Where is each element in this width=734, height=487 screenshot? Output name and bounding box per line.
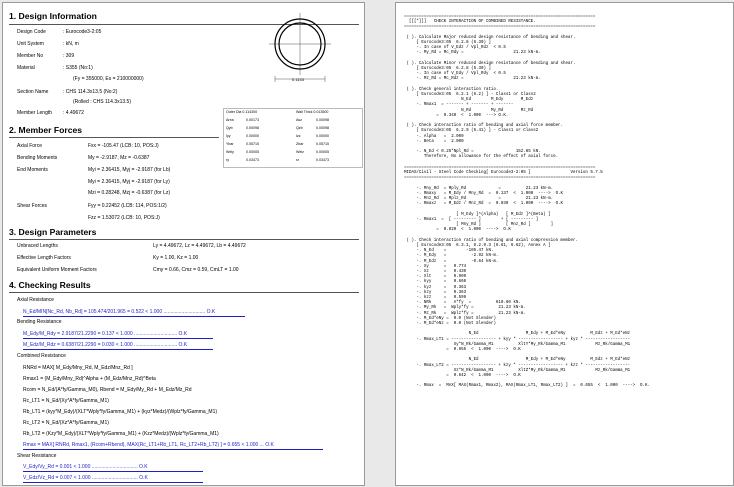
info-label: Section Name [17,89,49,95]
info-label: Material [17,65,35,71]
info-value: : kN, m [63,41,79,47]
check-line: N_Ed/MIN[Nc_Rd, Nb_Rd] = 105.474/201.965 = 0.522 < 1.000 .............................. O.K [23,309,216,315]
prop-name: Izz [296,134,301,138]
prop-value: 0.05715 [246,142,259,146]
left-report-panel [2,2,365,486]
formula-line: Rc_LT2 = N_Ed/(Xz*A*fy/Gamma_M1) [23,420,109,426]
info-label: Unit System [17,41,44,47]
prop-value: 0.00098 [316,118,329,122]
check-heading: Shear Resistance [17,453,57,459]
prop-name: Wely [226,150,234,154]
force-value: Myi = 2.36415, Myj = -2.9187 (for Ly) [88,179,170,185]
check-underline [23,316,245,317]
param-label: Effective Length Factors [17,255,71,261]
prop-value: 0.05715 [316,142,329,146]
text-report-output: ============================================================================= [[[*]]] CHECK INTERACTION OF COMBINED RESISTANCE. ============================================================================= ( ). Calculate Major reduced design resistance of bending and shear. [ Eurocode3:05 6.2.8 (6.30) ] -. In case of V_Edz / Vpl_Rdz < 0.5 -. My_Rd = Mc_Rdy = 21.23 kN-m. ( ). Calculate Minor reduced design resistance of bending and shear. [ Eurocode3:05 6.2.8 (6.30) ] -. In case of V_Edy / Vpl_Rdy < 0.5 -. Mz_Rd = Mc_Rdz = 21.23 kN-m. ( ). Check general interaction ratio. [ Eurocode3:05 6.2.1 (6.2) ] - Class1 or Class2 N_Ed M_Edy M_Edz -. Rmax1 = ------- + ------- + ------- N_Rd My_Rd Mz_Rd = 0.340 < 1.000 ---> O.K. ( ). Check interaction ratio of bending and axial force member. [ Eurocode3:05 6.2.9 (6.41) ] - Class1 or Class2 -. Alpha = 2.000 -. Beta = 2.000 -. N_Ed < 0.25*Npl_Rd = 152.85 kN. Therefore, No allowance for the effect of axial force. ============================================================================= MIDAS/Civil - Steel Code Checking[ Eurocode3-2:05 ] Version 5.7.5 ============================================================================= -. Mny_Rd = Mply_Rd = 21.23 kN-m. -. Rmaxy = M_Edy / Mny_Rd = 0.137 < 1.000 ----> O.K -. Mnz_Rd = Mplz_Rd = 21.23 kN-m. -. Rmaxz = M_Edz / Mnz_Rd = 0.030 < 1.000 ----> O.K [ M_Edy ]^(Alpha) [ M_Edz ]^(Beta) ] -. Rmax1 = [ --------- ] + [ --------- ] [ Mny_Rd ] [ Mnz_Rd ] ] = 0.020 < 1.000 ----> O.K ( ). Check interaction ratio of bending and axial compression member. [ Eurocode3:05 6.3.1, 6.2.9.3 (6.61, 6.62), Annex A ] -. N_Ed = -105.47 kN. -. M_Edy = -2.92 kN-m. -. M_Edz = -0.64 kN-m. -. Xy = 0.774 -. Xz = 0.430 -. Xlt = 0.909 -. kyy = 0.660 -. kyz = 0.363 -. kzy = 0.363 -. kzz = 0.599 -. NRk = A*fy = 610.60 kN. -. My_Rk = Wply*fy = 21.23 kN-m. -. Mz_Rk = Wplz*fy = 21.23 kN-m. -. M_Ed*eNy = 0.0 (Not Slender) -. M_Ed*eNz = 0.0 (Not Slender) N_Ed M_Edy + M_Ed*eNy M_Edz + M_Ed*eNz -. Rmax_LT1 = ------------------ + kyy * ------------------ + kyz * ------------------ Xy*N_Rk/Gamma_M1 XltY*My_Rk/Gamma_M1 Mz_Rk/Gamma_M1 = 0.655 < 1.000 ----> O.K N_Ed M_Edy + M_Ed*eNy M_Edz + M_Ed*eNz -. Rmax_LT2 = ------------------ + kzy * ------------------ + kzz * ------------------ Xz*N_Rk/Gamma_M1 XltZ*My_Rk/Gamma_M1 Mz_Rk/Gamma_M1 = 0.642 < 1.000 ----> O.K -. Rmax = MAX[ MAX(Rmax1, Rmax2), MAX(Rmax_LT1, Rmax_LT2) ] = 0.655 < 1.000 ----> O.K. [404,15,650,389]
param-value: Ky = 1.00, Kz = 1.00 [153,255,199,261]
formula-line: Rb_LT2 = (Kzy*M_Edy)/(XLT*Wply*fy/Gamma_M1) + (Kzz*Medz)/(Wplz*fy/Gamma_M1) [23,431,219,437]
info-label: Design Code [17,29,46,35]
section-design-information: 1. Design Information [9,11,97,21]
check-line: M_Edz/M_Rdz = 0.6387/21.2290 = 0.030 < 1.000 ............................... O.K [23,342,188,348]
check-line: Rmax = MAX[ RNRd, Rmax1, (Rcom+Rbend), MAX(Rc_LT1+Rb_LT1, Rc_LT2+Rb_LT2) ] = 0.655 < 1.000 ... O.K [23,442,274,448]
info-value: : S355 (No:1) [63,65,93,71]
check-underline [23,471,203,472]
info-value: (Fy = 355000, Es = 210000000) [73,76,144,82]
prop-value: 0.00098 [246,126,259,130]
prop-name: ry [226,158,229,162]
prop-value: 0.00000 [246,134,259,138]
prop-name: Area [226,118,234,122]
param-label: Unbraced Lengths [17,243,58,249]
prop-name: Asz [296,118,302,122]
force-label: Bending Moments [17,155,58,161]
prop-name: Zbar [296,142,304,146]
prop-name: rz [296,158,299,162]
wall-thick: Wall Thick 0.013500 [296,110,329,114]
formula-line: Rcom = N_Ed/(A*fy/Gamma_M0), Rbend = M_Edy/My_Rd + M_Edz/Mz_Rd [23,387,192,393]
info-value: (Rolled : CHS 114.3x13.5) [73,99,131,105]
prop-value: 0.00005 [316,150,329,154]
check-underline [23,338,213,339]
section-divider [9,137,219,138]
force-value: My = -2.9187, Mz = -0.6387 [88,155,150,161]
force-value: Mzi = 0.28248, Mzj = -0.6387 (for Lz) [88,190,170,196]
section-drawing [265,11,335,87]
section-divider [9,239,359,240]
check-line: V_Edz/Vz_Rd = 0.007 < 1.000 ................................. O.K [23,475,148,481]
force-value: Fyy = 0.22452 (LCB: 114, POS:1/2) [88,203,167,209]
formula-line: Rb_LT1 = (kyy*M_Edy)/(XLT*Wply*fy/Gamma_M1) + (kyz*Medz)/(Wplz*fy/Gamma_M1) [23,409,218,415]
prop-value: 0.00098 [316,126,329,130]
force-label: Shear Forces [17,203,48,209]
param-value: Cmy = 0.66, Cmz = 0.59, CmLT = 1.00 [153,267,239,273]
prop-name: Qzb [296,126,303,130]
section-dimension: 0.1143 [292,77,304,82]
prop-name: Qyb [226,126,233,130]
prop-value: 0.03473 [246,158,259,162]
outer-dia: Outer Dia 0.114300 [226,110,258,114]
check-heading: Bending Resistance [17,319,62,325]
section-divider [9,292,359,293]
prop-name: Welz [296,150,304,154]
check-line: V_Edy/Vy_Rd = 0.001 < 1.000 ................................. O.K [23,464,148,470]
info-value: : 4.49672 [63,110,84,116]
info-label: Member Length [17,110,53,116]
check-heading: Combined Resistance [17,353,66,359]
info-value: : CHS 114.3x13.5 (No:2) [63,89,118,95]
prop-value: 0.03473 [316,158,329,162]
check-underline [23,449,323,450]
force-value: Fzz = 1.53072 (LCB: 10, POS:J) [88,215,160,221]
check-underline [23,482,203,483]
check-heading: Axial Resistance [17,297,54,303]
prop-value: 0.00173 [246,118,259,122]
force-value: Fxx = -105.47 (LCB: 10, POS:J) [88,143,159,149]
section-design-parameters: 3. Design Parameters [9,227,97,237]
info-value: : 309 [63,53,75,59]
formula-line: Rc_LT1 = N_Ed/(Xy*A*fy/Gamma_M1) [23,398,109,404]
param-value: Ly = 4.49672, Lz = 4.49672, Lb = 4.49672 [153,243,246,249]
check-line: M_Edy/M_Rdy = 2.9187/21.2290 = 0.137 < 1.000 ............................... O.K [23,331,188,337]
force-label: Axial Force [17,143,43,149]
section-properties-table [223,108,363,168]
param-label: Equivalent Uniform Moment Factors [17,267,97,273]
prop-name: Iyy [226,134,231,138]
info-value: : Eurocode3-2:05 [63,29,102,35]
section-checking-results: 4. Checking Results [9,280,91,290]
prop-name: Ybar [226,142,234,146]
formula-line: RNRd = MAX[ M_Edy/Mny_Rd, M_Edz/Mnz_Rd ] [23,365,133,371]
right-report-panel [395,2,734,486]
formula-line: Rmax1 = (M_Edy/Mny_Rd)^Alpha + (M_Edz/Mnz_Rd)^Beta [23,376,156,382]
force-label: End Moments [17,167,48,173]
section-member-forces: 2. Member Forces [9,125,83,135]
info-label: Member No [17,53,44,59]
force-value: Myi = 2.36415, Myj = -2.9187 (for Lb) [88,167,171,173]
prop-value: 0.00000 [316,134,329,138]
prop-value: 0.00005 [246,150,259,154]
check-underline [23,349,213,350]
